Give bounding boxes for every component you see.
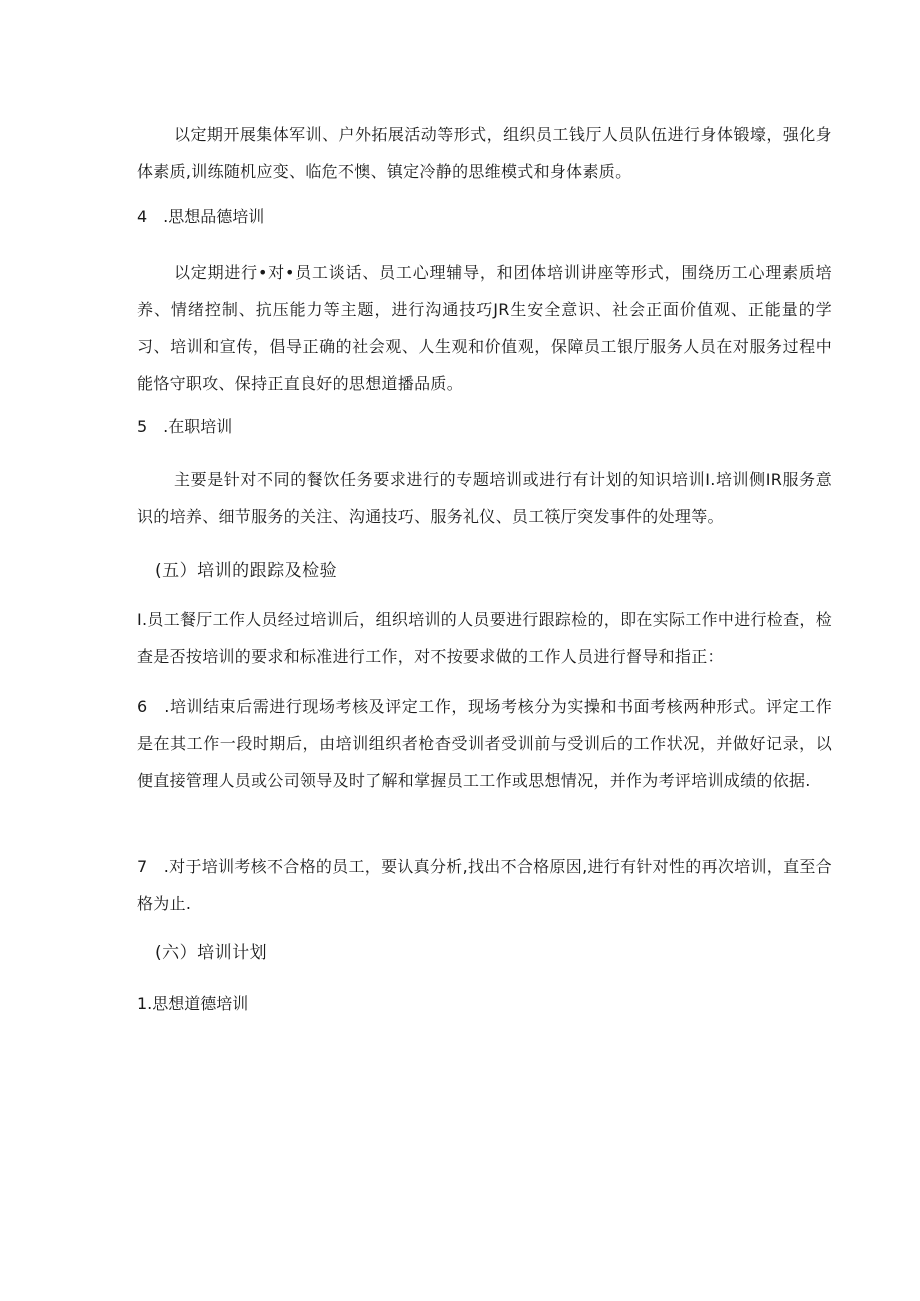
paragraph-tracking-6: 6 .培训结束后需进行现场考核及评定工作，现场考核分为实操和书面考核两种形式。评定工作是在其工作一段时期后，由培训组织者枪杳受训者受训前与受训后的工作状况，并做好记录，以便直接管理人员或公司领导及时了解和掌握员工工作或思想情况，并作为考评培训成绩的依据. [137,697,832,790]
paragraph-on-job-training: 主要是针对不同的餐饮任务要求进行的专题培训或进行有计划的知识培训I.培训侧IR服务意识的培养、细节服务的关注、沟通技巧、服务礼仪、员工筷厅突发事件的处理等。 [137,470,832,526]
heading-on-job-training: 5 .在职培训 [137,417,233,436]
section-title-plan: (六）培训计划 [155,943,268,963]
paragraph-tracking-1: I.员工餐厅工作人员经过培训后，组织培训的人员要进行跟踪检的，即在实际工作中进行检查，检查是否按培训的要求和标准进行工作，对不按要求做的工作人员进行督导和指正： [137,610,833,666]
heading-moral-ethics: 1.思想道德培训 [137,994,249,1013]
section-title-tracking: (五）培训的跟踪及检验 [155,561,338,581]
heading-moral-training: 4 .思想品德培训 [137,207,265,226]
paragraph-tracking-7: 7 .对于培训考核不合格的员工，要认真分析,找出不合格原因,进行有针对性的再次培训，直至合格为止. [137,857,832,913]
paragraph-physical-training: 以定期开展集体军训、户外拓展活动等形式，组织员工钱厅人员队伍进行身体锻壕，强化身体素质,训练随机应变、临危不懊、镇定冷静的思维模式和身体素质。 [137,125,832,181]
paragraph-moral-training: 以定期进行•对•员工谈话、员工心理辅导，和团体培训讲座等形式，围绕历工心理素质培养、情绪控制、抗压能力等主题，进行沟通技巧JR生安全意识、社会正面价值观、正能量的学习、培训和宣传，倡导正确的社会观、人生观和价值观，保障员工银厅服务人员在对服务过程中能恪守职攻、保持正直良好的思想道播品质。 [137,263,832,393]
